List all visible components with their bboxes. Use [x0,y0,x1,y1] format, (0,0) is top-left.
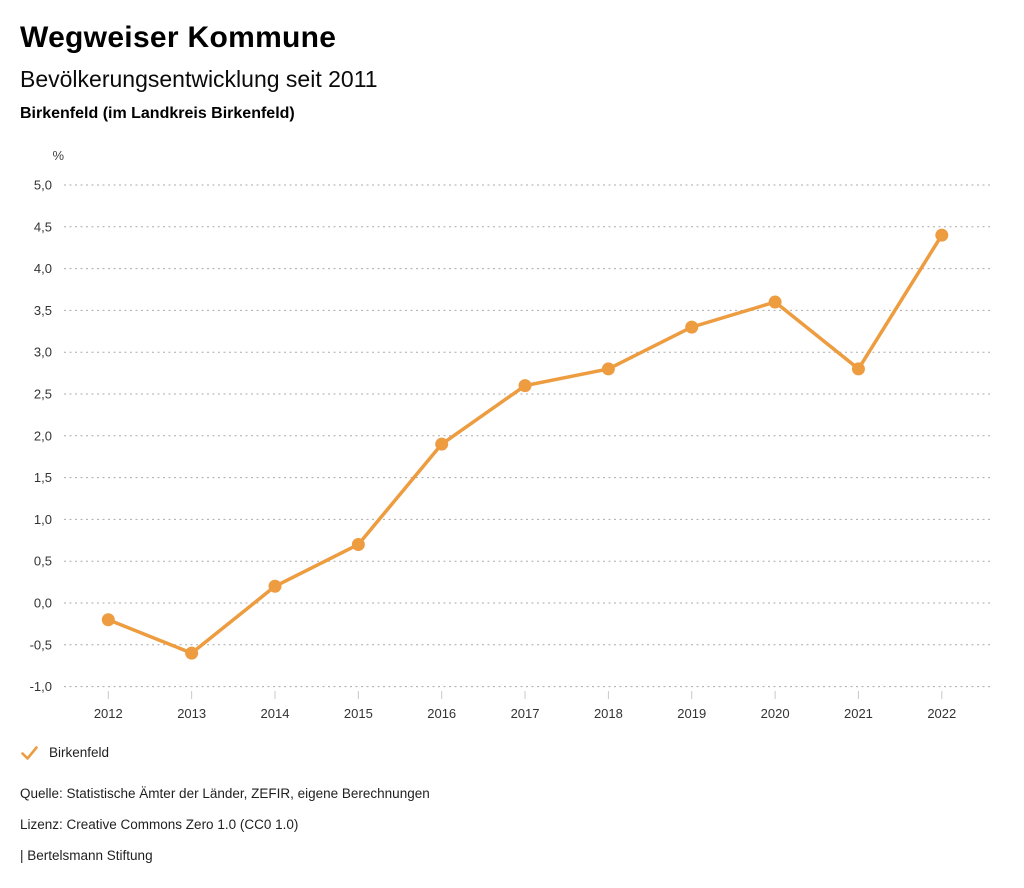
y-axis-tick-label: 2,0 [33,428,52,444]
y-axis-tick-label: 3,0 [33,344,52,360]
y-axis-tick-label: -0,5 [29,637,52,653]
x-axis-tick-label: 2012 [93,706,123,721]
x-axis-tick-label: 2018 [593,706,623,721]
x-axis-tick-label: 2020 [760,706,790,721]
data-point[interactable] [769,296,782,309]
legend-item-birkenfeld[interactable] [21,745,109,760]
y-axis-tick-label: 0,5 [33,553,52,569]
data-point[interactable] [102,613,115,626]
data-point[interactable] [269,580,282,593]
y-axis-tick-label: 4,5 [33,219,52,235]
y-axis-tick-label: 1,5 [33,470,52,486]
x-axis-tick-label: 2017 [510,706,540,721]
y-axis-tick-label: 0,0 [33,595,52,611]
chart-location-subtitle: Birkenfeld (im Landkreis Birkenfeld) [20,105,295,122]
data-point[interactable] [852,362,865,375]
x-axis-tick-label: 2014 [260,706,290,721]
data-point[interactable] [935,229,948,242]
y-axis-tick-label: 5,0 [33,177,52,193]
data-point[interactable] [185,647,198,660]
y-axis-unit-label: % [52,148,64,163]
x-axis-tick-label: 2021 [843,706,873,721]
page-title: Wegweiser Kommune [20,21,337,54]
data-point[interactable] [435,438,448,451]
x-axis-tick-label: 2022 [927,706,957,721]
chart-title: Bevölkerungsentwicklung seit 2011 [20,66,378,92]
data-line [108,235,942,653]
legend-label: Birkenfeld [49,745,110,760]
y-axis-tick-label: 1,0 [33,511,52,527]
x-axis-tick-label: 2015 [343,706,373,721]
x-axis-tick-label: 2019 [677,706,707,721]
y-axis-tick-label: 2,5 [33,386,52,402]
source-note: Quelle: Statistische Ämter der Länder, ZEFIR, eigene Berechnungen [20,786,430,801]
data-point[interactable] [519,379,532,392]
y-axis-tick-label: 3,5 [33,302,52,318]
check-icon [21,746,38,760]
y-axis-tick-label: -1,0 [29,679,52,695]
license-note: Lizenz: Creative Commons Zero 1.0 (CC0 1.0) [20,817,299,832]
data-point[interactable] [602,362,615,375]
chart-svg [0,140,1024,725]
y-axis-tick-label: 4,0 [33,261,52,277]
attribution-note: | Bertelsmann Stiftung [20,848,153,863]
x-axis-tick-label: 2013 [177,706,207,721]
data-point[interactable] [685,321,698,334]
x-axis-tick-label: 2016 [427,706,457,721]
data-point[interactable] [352,538,365,551]
